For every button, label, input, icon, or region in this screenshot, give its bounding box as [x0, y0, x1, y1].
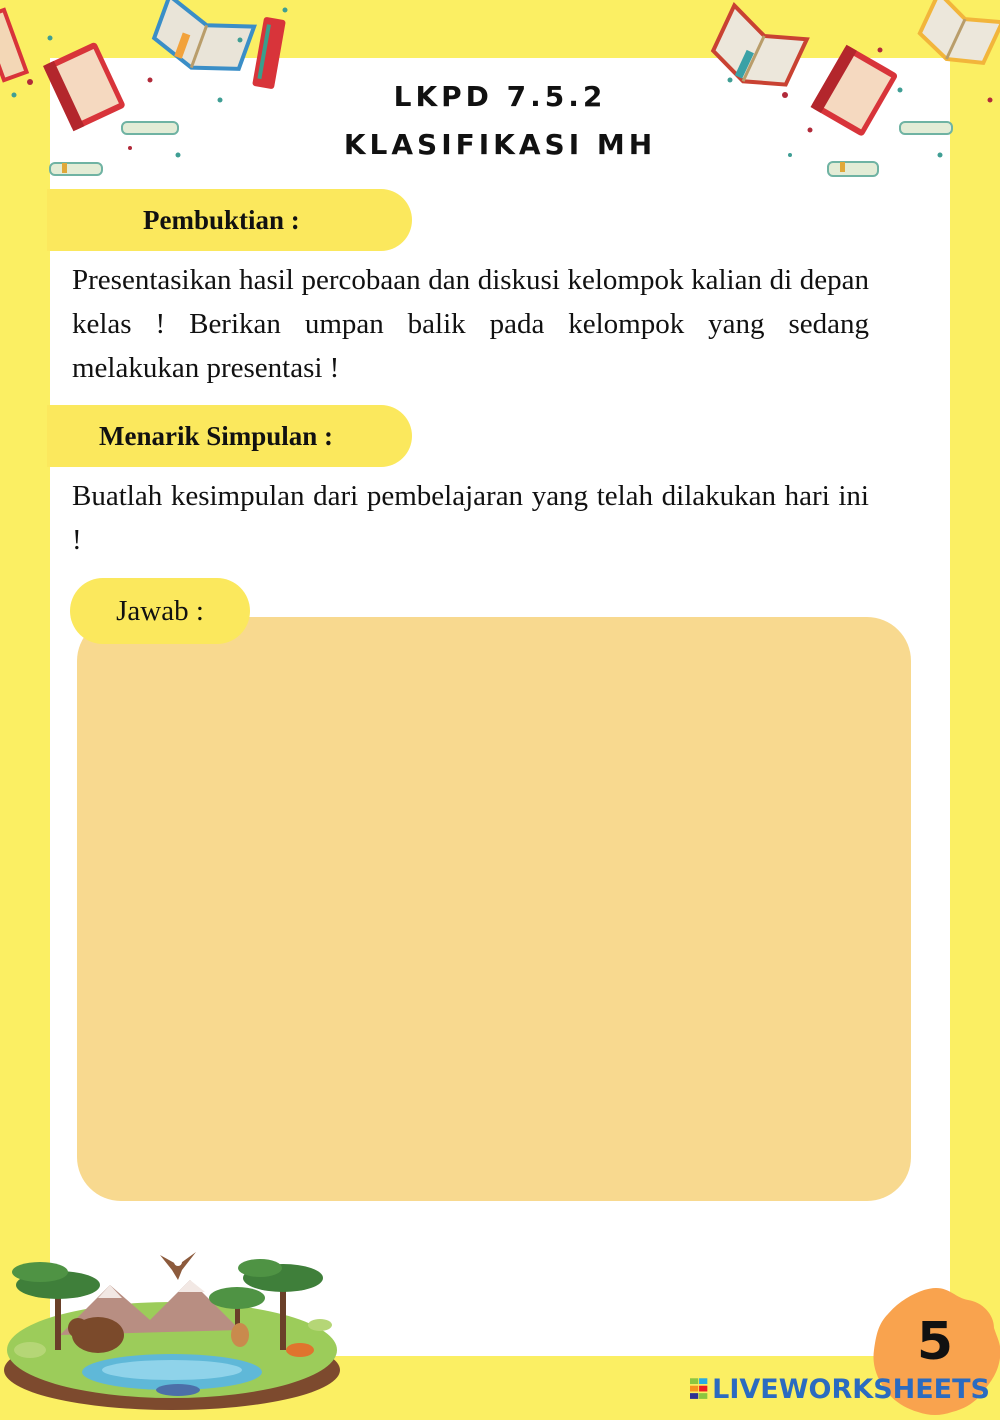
book-icon [0, 7, 29, 82]
book-icon [828, 162, 878, 176]
worksheet-title: KLASIFIKASI MH [343, 128, 657, 161]
answer-textarea[interactable] [77, 617, 911, 1201]
brand-name: LIVEWORKSHEETS [712, 1373, 990, 1405]
worksheet-code: LKPD 7.5.2 [393, 80, 607, 113]
pembuktian-text: Presentasikan hasil percobaan dan diskusi kelompok kalian di depan kelas ! Berikan umpan balik pada kelompok yang sedang melakukan presentasi ! [72, 264, 869, 384]
pembuktian-label: Pembuktian : [47, 189, 412, 251]
book-icon [50, 163, 102, 175]
book-icon [915, 0, 1000, 74]
simpulan-text: Buatlah kesimpulan dari pembelajaran yang telah dilakukan hari ini ! [72, 480, 869, 556]
nature-scene-illustration [0, 1240, 345, 1414]
answer-label: Jawab : [70, 578, 250, 644]
liveworksheets-brand[interactable] [690, 1372, 990, 1406]
liveworksheets-logo-icon [690, 1376, 708, 1402]
book-icon [252, 17, 286, 90]
page-number: 5 [916, 1312, 954, 1372]
simpulan-label: Menarik Simpulan : [47, 405, 412, 467]
